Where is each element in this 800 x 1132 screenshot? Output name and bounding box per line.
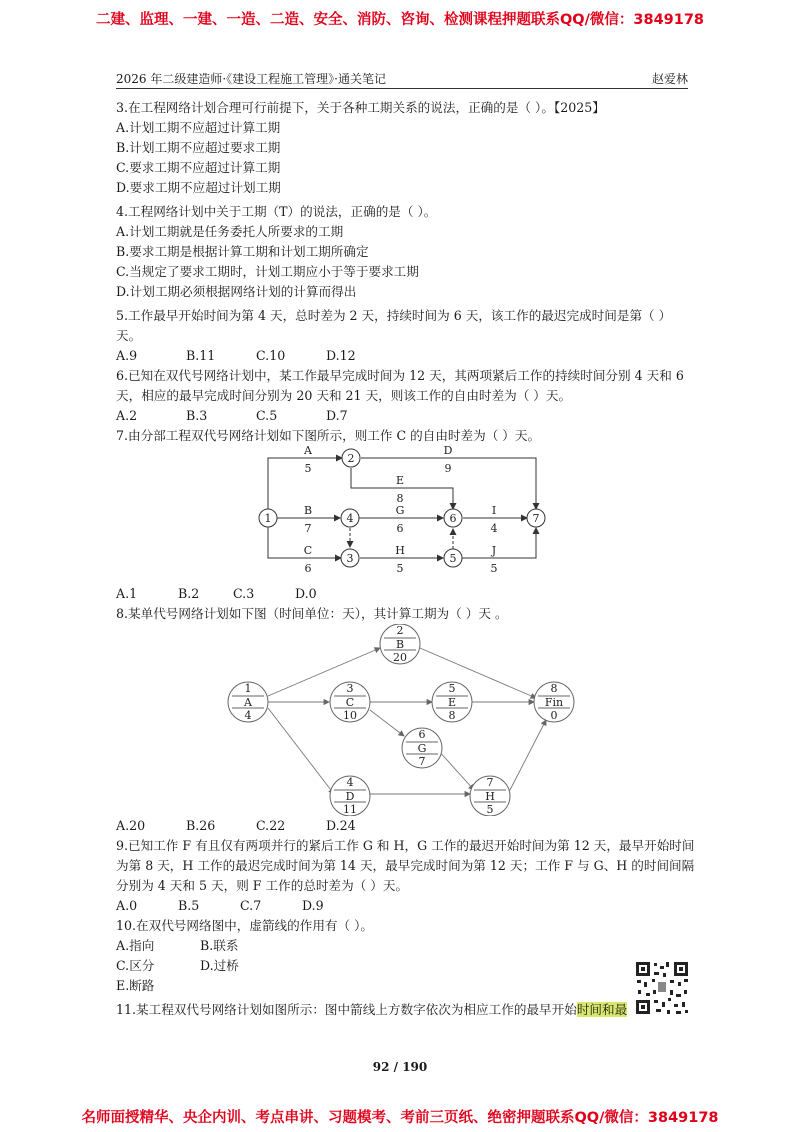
aon-node-id: 2 [396, 624, 404, 637]
page-number: 92 / 190 [372, 1060, 428, 1074]
option: A.指向 [116, 938, 155, 953]
option: A.0 [116, 898, 138, 913]
aon-node-duration: 0 [550, 709, 558, 722]
question-8: 8.某单代号网络计划如下图（时间单位：天），其计算工期为（ ）天 。 [116, 606, 508, 621]
options-row [116, 406, 696, 426]
option: A.2 [116, 408, 138, 423]
question-4: 4.工程网络计划中关于工期（T）的说法，正确的是（ ）。 [116, 204, 437, 219]
aon-node-G [402, 728, 442, 768]
aon-node-E [432, 682, 472, 722]
option: A.9 [116, 348, 138, 363]
option: B.26 [186, 818, 216, 833]
options-row [116, 346, 696, 366]
aon-arrow [370, 710, 404, 736]
aon-node-duration: 7 [418, 755, 426, 768]
option: B.要求工期是根据计算工期和计划工期所确定 [116, 244, 369, 259]
arrow-J [462, 528, 536, 558]
option: A.计划工期就是任务委托人所要求的工期 [116, 224, 344, 239]
option: C.当规定了要求工期时，计划工期应小于等于要求工期 [116, 264, 419, 279]
aon-node-name: G [417, 742, 427, 755]
option: B.11 [186, 348, 216, 363]
option: A.计划工期不应超过计算工期 [116, 120, 281, 135]
activity-duration: 6 [396, 522, 404, 535]
option: C.7 [240, 898, 262, 913]
aon-node-name: A [244, 696, 252, 709]
question-10: 10.在双代号网络图中，虚箭线的作用有（ ）。 [116, 918, 374, 933]
aoa-node-label: 3 [346, 552, 354, 565]
activity-duration: 8 [396, 492, 404, 505]
activity-name: A [304, 446, 312, 457]
aon-node-Fin [534, 682, 574, 722]
aon-arrow [510, 720, 546, 790]
activity-name: D [443, 446, 453, 457]
activity-name: B [303, 504, 313, 517]
activity-duration: 9 [444, 462, 452, 475]
aoa-node-label: 7 [532, 512, 540, 525]
aon-arrow [268, 708, 334, 794]
activity-name: G [395, 504, 405, 517]
option: D.12 [326, 348, 356, 363]
question-3: 3.在工程网络计划合理可行前提下，关于各种工期关系的说法，正确的是（ ）。【2025】 [116, 100, 605, 115]
activity-duration: 4 [490, 522, 498, 535]
option: D.要求工期不应超过计划工期 [116, 180, 281, 195]
aon-node-duration: 4 [244, 709, 252, 722]
aoa-node-label: 6 [449, 512, 457, 525]
question-9: 9.已知工作 F 有且仅有两项并行的紧后工作 G 和 H，G 工作的最迟开始时间为第 12 天，最早开始时间为第 8 天，H 工作的最迟完成时间为第 14 天，最早完成时间为第 12 天；工作 F 与 G、H 的时间间隔分别为 4 天和 5 天，则 F 工作的总时差为（ ）天。 [116, 838, 695, 893]
aon-node-H [470, 776, 510, 816]
aon-node-id: 4 [346, 776, 354, 789]
options-row [116, 936, 696, 956]
option: B.计划工期不应超过要求工期 [116, 140, 281, 155]
option: C.要求工期不应超过计算工期 [116, 160, 281, 175]
highlighted-text: 时间和最 [576, 1002, 628, 1017]
option: D.过桥 [200, 958, 239, 973]
header-title: 2026 年二级建造师·《建设工程施工管理》·通关笔记 [116, 72, 386, 86]
option: C.区分 [116, 958, 155, 973]
option: B.5 [178, 898, 200, 913]
question-5: 5.工作最早开始时间为第 4 天，总时差为 2 天，持续时间为 6 天，该工作的最迟完成时间是第（ ）天。 [116, 308, 672, 343]
qr-code-icon [634, 960, 690, 1016]
activity-duration: 5 [490, 562, 498, 575]
option: E.断路 [116, 978, 155, 993]
aoa-network-diagram [116, 446, 696, 584]
question-7: 7.由分部工程双代号网络计划如下图所示，则工作 C 的自由时差为（ ）天。 [116, 428, 541, 443]
options-row [116, 956, 696, 976]
aon-node-name: Fin [544, 696, 564, 709]
activity-name: E [395, 474, 405, 487]
aon-node-name: C [345, 696, 355, 709]
aon-node-id: 1 [244, 682, 252, 695]
option: A.1 [116, 586, 138, 601]
aon-node-id: 6 [418, 728, 426, 741]
aon-network-svg [116, 624, 696, 816]
question-11-stem: 11.某工程双代号网络计划如图所示：图中箭线上方数字依次为相应工作的最早开始 [116, 1002, 577, 1017]
activity-name: J [491, 544, 497, 557]
option: A.20 [116, 818, 146, 833]
aon-node-B [380, 624, 420, 664]
aon-node-duration: 20 [393, 651, 407, 664]
top-banner: 二建、监理、一建、一造、二造、安全、消防、咨询、检测课程押题联系QQ/微信：3849178 [95, 12, 705, 28]
activity-name: I [491, 504, 497, 517]
aon-node-D [330, 776, 370, 816]
aon-node-A [228, 682, 268, 722]
aon-node-name: H [485, 790, 495, 803]
aon-node-name: B [395, 638, 405, 651]
aoa-node-label: 4 [346, 512, 354, 525]
aon-node-C [330, 682, 370, 722]
aon-node-id: 5 [448, 682, 456, 695]
question-6: 6.已知在双代号网络计划中，某工作最早完成时间为 12 天，其两项紧后工作的持续时间分别 4 天和 6 天，相应的最早完成时间分别为 20 天和 21 天，则该工作的自由时差为（ ）天。 [116, 368, 684, 403]
activity-duration: 5 [304, 462, 312, 475]
option: C.3 [233, 586, 255, 601]
aoa-node-label: 1 [264, 512, 272, 525]
activity-duration: 6 [304, 562, 312, 575]
option: D.24 [326, 818, 356, 833]
aon-node-id: 7 [486, 776, 494, 789]
option: D.计划工期必须根据网络计划的计算而得出 [116, 284, 357, 299]
options-row [116, 816, 696, 836]
aon-node-id: 3 [346, 682, 354, 695]
option: B.2 [178, 586, 200, 601]
aon-node-duration: 10 [343, 709, 357, 722]
activity-duration: 5 [396, 562, 404, 575]
aon-arrow [438, 750, 474, 790]
option: D.7 [326, 408, 348, 423]
option: C.10 [256, 348, 286, 363]
aon-node-name: E [447, 696, 457, 709]
options-row [116, 584, 696, 604]
page-header [116, 68, 688, 89]
aon-node-duration: 8 [448, 709, 456, 722]
option: B.联系 [200, 938, 239, 953]
bottom-banner: 名师面授精华、央企内训、考点串讲、习题模考、考前三页纸、绝密押题联系QQ/微信：3849178 [81, 1110, 719, 1126]
question-list [116, 98, 696, 1020]
option: D.9 [302, 898, 324, 913]
activity-duration: 7 [304, 522, 312, 535]
aon-node-duration: 5 [486, 803, 494, 816]
option: D.0 [295, 586, 317, 601]
option: C.22 [256, 818, 286, 833]
aon-node-id: 8 [550, 682, 558, 695]
question-11 [116, 1000, 696, 1020]
header-author: 赵爱林 [651, 72, 688, 86]
aoa-node-label: 5 [449, 552, 457, 565]
option: C.5 [256, 408, 278, 423]
aoa-node-label: 2 [347, 452, 355, 465]
activity-name: H [395, 544, 405, 557]
aon-node-duration: 11 [343, 803, 357, 816]
aoa-network-svg [116, 446, 696, 584]
activity-name: C [303, 544, 313, 557]
aon-network-diagram [116, 624, 696, 816]
options-row [116, 896, 696, 916]
option: B.3 [186, 408, 208, 423]
aon-node-name: D [345, 790, 355, 803]
